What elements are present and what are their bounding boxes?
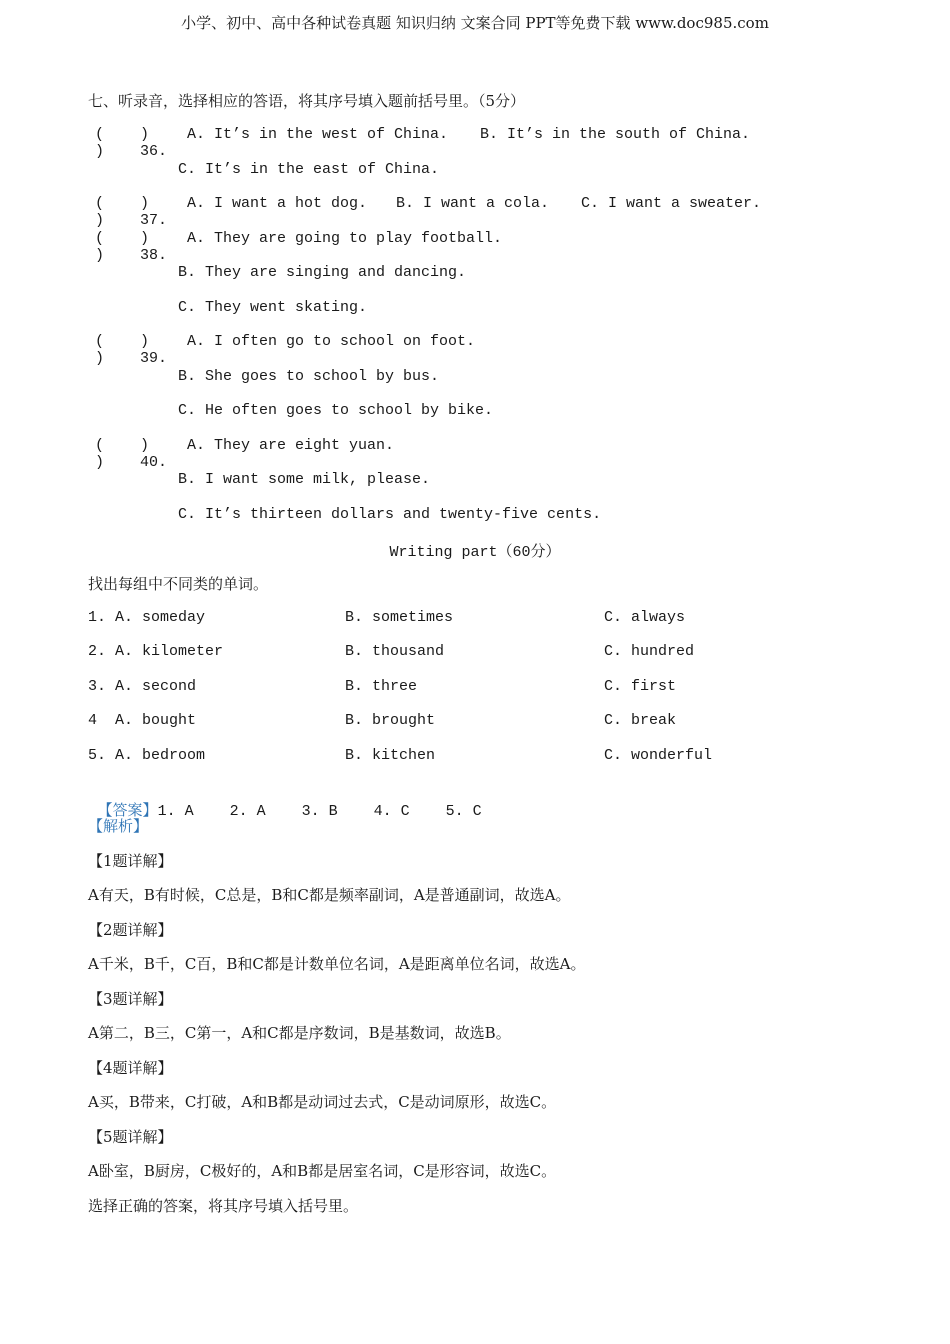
question-number: ) 36. xyxy=(140,126,168,160)
detail-text: A千米，B千，C百，B和C都是计数单位名词，A是距离单位名词，故选A。 xyxy=(88,955,586,973)
detail-text: A卧室，B厨房，C极好的，A和B都是居室名词，C是形容词，故选C。 xyxy=(88,1162,557,1180)
option-b: B. sometimes xyxy=(345,609,454,626)
question-number: ) 37. xyxy=(140,195,168,229)
option-b: B. kitchen xyxy=(345,747,436,764)
option-c: C. wonderful xyxy=(604,747,713,764)
detail-text: A买，B带来，C打破，A和B都是动词过去式，C是动词原形，故选C。 xyxy=(88,1093,557,1111)
option-b: B. brought xyxy=(345,712,436,729)
analysis-label: 【解析】 xyxy=(88,817,149,835)
answer-blank: ( ) xyxy=(95,126,105,160)
question-number: ) 38. xyxy=(140,230,168,264)
option-a: A. It’s in the west of China. xyxy=(187,126,449,143)
detail-heading: 【1题详解】 xyxy=(88,852,173,870)
answer-blank: ( ) xyxy=(95,437,105,471)
writing-part-title: Writing part（60分） xyxy=(389,544,561,561)
option-a: 4 A. bought xyxy=(88,712,197,729)
option-a: A. I often go to school on foot. xyxy=(187,333,476,350)
answer-label: 【答案】 xyxy=(97,801,158,819)
option-a: A. I want a hot dog. xyxy=(187,195,368,212)
option-a: 2. A. kilometer xyxy=(88,643,224,660)
option-c: C. I want a sweater. xyxy=(581,195,762,212)
answer-blank: ( ) xyxy=(95,195,105,229)
option-c: C. first xyxy=(604,678,677,695)
section-title: 七、听录音，选择相应的答语，将其序号填入题前括号里。（5分） xyxy=(88,92,526,110)
option-b: B. thousand xyxy=(345,643,445,660)
detail-heading: 【4题详解】 xyxy=(88,1059,173,1077)
option-a: 1. A. someday xyxy=(88,609,206,626)
option-a: A. They are eight yuan. xyxy=(187,437,395,454)
answer-blank: ( ) xyxy=(95,333,105,367)
option-c: C. He often goes to school by bike. xyxy=(178,402,494,419)
detail-text: A有天，B有时候，C总是，B和C都是频率副词，A是普通副词，故选A。 xyxy=(88,886,571,904)
option-c: C. break xyxy=(604,712,677,729)
option-c: C. It’s in the east of China. xyxy=(178,161,440,178)
option-c: C. They went skating. xyxy=(178,299,368,316)
option-b: B. three xyxy=(345,678,418,695)
detail-text: A第二，B三，C第一，A和C都是序数词，B是基数词，故选B。 xyxy=(88,1024,511,1042)
option-c: C. hundred xyxy=(604,643,695,660)
detail-heading: 【2题详解】 xyxy=(88,921,173,939)
answer-text: 1. A 2. A 3. B 4. C 5. C xyxy=(157,803,482,820)
option-a: A. They are going to play football. xyxy=(187,230,503,247)
option-c: C. It’s thirteen dollars and twenty-five cents. xyxy=(178,506,602,523)
page-header: 小学、初中、高中各种试卷真题 知识归纳 文案合同 PPT等免费下载 www.doc985.com xyxy=(181,14,769,32)
option-b: B. It’s in the south of China. xyxy=(480,126,751,143)
question-number: ) 39. xyxy=(140,333,168,367)
answer-blank: ( ) xyxy=(95,230,105,264)
option-a: 5. A. bedroom xyxy=(88,747,206,764)
option-a: 3. A. second xyxy=(88,678,197,695)
question-number: ) 40. xyxy=(140,437,168,471)
option-b: B. I want a cola. xyxy=(396,195,550,212)
detail-heading: 【5题详解】 xyxy=(88,1128,173,1146)
instruction: 找出每组中不同类的单词。 xyxy=(88,575,269,593)
option-c: C. always xyxy=(604,609,686,626)
next-instruction: 选择正确的答案，将其序号填入括号里。 xyxy=(88,1197,359,1215)
option-b: B. I want some milk, please. xyxy=(178,471,431,488)
option-b: B. They are singing and dancing. xyxy=(178,264,467,281)
detail-heading: 【3题详解】 xyxy=(88,990,173,1008)
option-b: B. She goes to school by bus. xyxy=(178,368,440,385)
